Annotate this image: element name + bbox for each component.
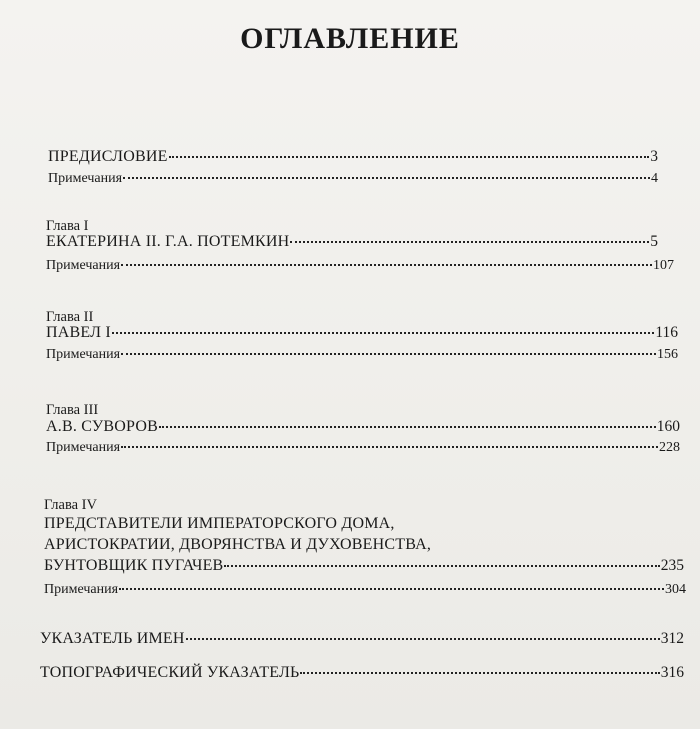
- toc-entry-ch3-notes[interactable]: [46, 440, 680, 456]
- toc-entry-ch4-notes[interactable]: [44, 582, 686, 598]
- leader-dots: [123, 177, 650, 179]
- page-number: 235: [660, 557, 684, 574]
- chapter-heading: Глава I: [46, 218, 89, 234]
- toc-entry-index-names[interactable]: [40, 630, 684, 648]
- entry-title-line: ПРЕДСТАВИТЕЛИ ИМПЕРАТОРСКОГО ДОМА,: [44, 515, 395, 532]
- page-number: 312: [660, 630, 684, 647]
- leader-dots: [112, 332, 654, 334]
- leader-dots: [119, 588, 664, 590]
- page-number: 304: [665, 582, 686, 597]
- page-number: 4: [651, 171, 658, 186]
- leader-dots: [186, 638, 660, 640]
- entry-label: УКАЗАТЕЛЬ ИМЕН: [40, 630, 185, 647]
- page-number: 107: [653, 258, 674, 273]
- entry-label: Примечания: [44, 582, 119, 597]
- entry-label: БУНТОВЩИК ПУГАЧЕВ: [44, 557, 224, 574]
- leader-dots: [121, 264, 652, 266]
- entry-label: А.В. СУВОРОВ: [46, 418, 158, 435]
- chapter-heading: Глава III: [46, 402, 99, 418]
- leader-dots: [159, 426, 656, 428]
- toc-entry-ch2-notes[interactable]: [46, 347, 678, 363]
- page-number: 3: [650, 148, 658, 165]
- leader-dots: [300, 672, 659, 674]
- leader-dots: [224, 565, 659, 567]
- toc-entry-ch4[interactable]: [44, 557, 684, 575]
- page-number: 5: [650, 233, 658, 250]
- toc-entry-preface-notes[interactable]: [48, 171, 658, 187]
- entry-label: ТОПОГРАФИЧЕСКИЙ УКАЗАТЕЛЬ: [40, 664, 300, 681]
- page-number: 116: [655, 324, 678, 341]
- page-number: 316: [660, 664, 684, 681]
- toc-entry-ch1-notes[interactable]: [46, 258, 674, 274]
- leader-dots: [290, 241, 649, 243]
- leader-dots: [169, 156, 650, 158]
- toc-entry-preface[interactable]: [48, 148, 658, 166]
- entry-label: ПРЕДИСЛОВИЕ: [48, 148, 168, 165]
- toc-entry-ch1[interactable]: [46, 233, 658, 251]
- page-number: 228: [659, 440, 680, 455]
- entry-label: ЕКАТЕРИНА II. Г.А. ПОТЕМКИН: [46, 233, 290, 250]
- page-number: 160: [656, 418, 680, 435]
- chapter-heading: Глава II: [46, 309, 94, 325]
- chapter-heading: Глава IV: [44, 497, 97, 513]
- entry-label: Примечания: [46, 258, 121, 273]
- entry-label: ПАВЕЛ I: [46, 324, 111, 341]
- toc-entry-ch3[interactable]: [46, 418, 680, 436]
- page-title: ОГЛАВЛЕНИЕ: [240, 22, 460, 55]
- entry-title-line: АРИСТОКРАТИИ, ДВОРЯНСТВА И ДУХОВЕНСТВА,: [44, 536, 432, 553]
- leader-dots: [121, 446, 658, 448]
- leader-dots: [121, 353, 656, 355]
- toc-entry-index-topo[interactable]: [40, 664, 684, 682]
- entry-label: Примечания: [46, 440, 121, 455]
- toc-entry-ch2[interactable]: [46, 324, 678, 342]
- page-number: 156: [657, 347, 678, 362]
- entry-label: Примечания: [46, 347, 121, 362]
- entry-label: Примечания: [48, 171, 123, 186]
